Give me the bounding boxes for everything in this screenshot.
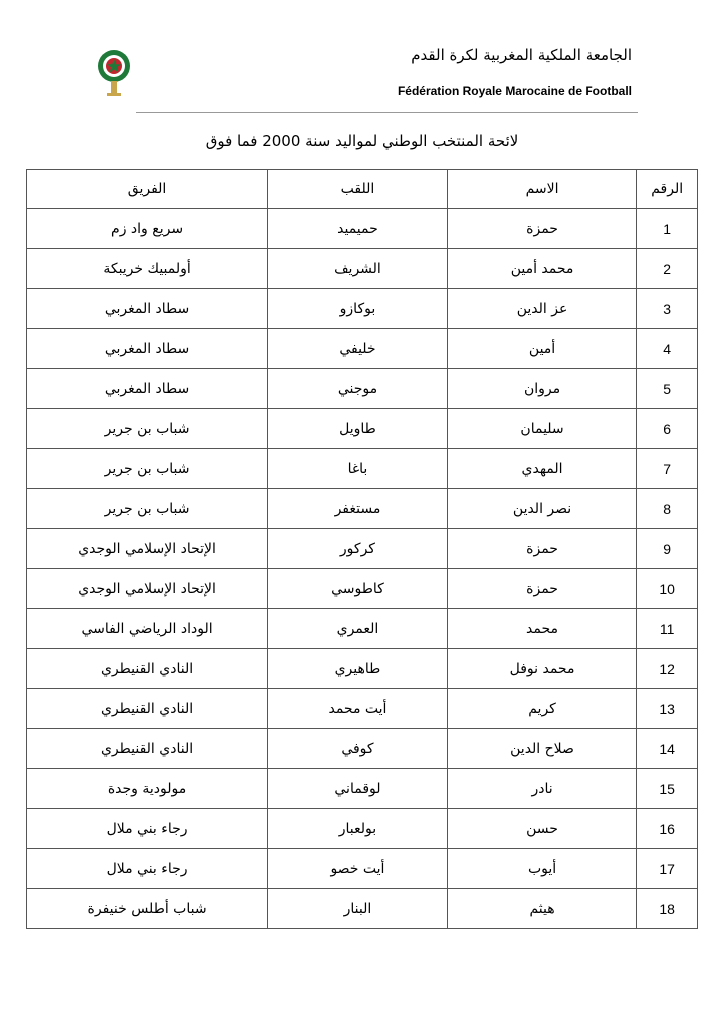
table-row: [27, 489, 698, 529]
player-team-cell: الإتحاد الإسلامي الوجدي: [27, 529, 268, 569]
player-name-cell: نادر: [447, 769, 637, 809]
player-team-cell: الإتحاد الإسلامي الوجدي: [27, 569, 268, 609]
federation-name-arabic: الجامعة الملكية المغربية لكرة القدم: [411, 46, 632, 64]
table-row: [27, 729, 698, 769]
roster-table-body: [27, 209, 698, 929]
player-name-cell: أيوب: [447, 849, 637, 889]
player-name-cell: هيثم: [447, 889, 637, 929]
crest-trophy-stem: [111, 81, 117, 95]
player-number-cell: 10: [637, 569, 698, 609]
player-surname-cell: باغا: [268, 449, 448, 489]
player-team-cell: النادي القنيطري: [27, 689, 268, 729]
table-row: [27, 289, 698, 329]
table-row: [27, 209, 698, 249]
player-name-cell: أمين: [447, 329, 637, 369]
table-row: [27, 809, 698, 849]
table-header-row: [27, 170, 698, 209]
table-row: [27, 649, 698, 689]
player-team-cell: النادي القنيطري: [27, 649, 268, 689]
player-number-cell: 17: [637, 849, 698, 889]
player-surname-cell: بوكازو: [268, 289, 448, 329]
player-team-cell: سطاد المغربي: [27, 329, 268, 369]
player-surname-cell: طاويل: [268, 409, 448, 449]
player-surname-cell: العمري: [268, 609, 448, 649]
column-header-name: الاسم: [447, 170, 637, 209]
player-team-cell: رجاء بني ملال: [27, 849, 268, 889]
table-row: [27, 529, 698, 569]
player-surname-cell: أيت خصو: [268, 849, 448, 889]
player-surname-cell: موجني: [268, 369, 448, 409]
player-team-cell: شباب أطلس خنيفرة: [27, 889, 268, 929]
player-team-cell: شباب بن جرير: [27, 489, 268, 529]
table-row: [27, 689, 698, 729]
player-team-cell: رجاء بني ملال: [27, 809, 268, 849]
header-divider: [136, 112, 638, 113]
player-number-cell: 15: [637, 769, 698, 809]
roster-table: [26, 169, 698, 929]
player-number-cell: 11: [637, 609, 698, 649]
table-row: [27, 889, 698, 929]
player-name-cell: سليمان: [447, 409, 637, 449]
player-team-cell: سطاد المغربي: [27, 289, 268, 329]
player-team-cell: سطاد المغربي: [27, 369, 268, 409]
player-name-cell: عز الدين: [447, 289, 637, 329]
column-header-number: الرقم: [637, 170, 698, 209]
table-row: [27, 849, 698, 889]
player-number-cell: 5: [637, 369, 698, 409]
player-number-cell: 4: [637, 329, 698, 369]
player-name-cell: محمد: [447, 609, 637, 649]
player-team-cell: شباب بن جرير: [27, 449, 268, 489]
player-team-cell: النادي القنيطري: [27, 729, 268, 769]
document-title: لائحة المنتخب الوطني لمواليد سنة 2000 فما فوق: [205, 132, 519, 150]
player-name-cell: حمزة: [447, 569, 637, 609]
player-surname-cell: كوفي: [268, 729, 448, 769]
player-surname-cell: الشريف: [268, 249, 448, 289]
player-surname-cell: كركور: [268, 529, 448, 569]
player-name-cell: حمزة: [447, 209, 637, 249]
player-name-cell: المهدي: [447, 449, 637, 489]
player-number-cell: 9: [637, 529, 698, 569]
player-surname-cell: حميميد: [268, 209, 448, 249]
player-number-cell: 14: [637, 729, 698, 769]
player-number-cell: 7: [637, 449, 698, 489]
column-header-surname: اللقب: [268, 170, 448, 209]
column-header-team: الفريق: [27, 170, 268, 209]
table-row: [27, 449, 698, 489]
player-surname-cell: طاهيري: [268, 649, 448, 689]
player-surname-cell: أيت محمد: [268, 689, 448, 729]
player-surname-cell: لوقماني: [268, 769, 448, 809]
player-name-cell: محمد نوفل: [447, 649, 637, 689]
player-name-cell: محمد أمين: [447, 249, 637, 289]
table-row: [27, 769, 698, 809]
table-row: [27, 409, 698, 449]
table-row: [27, 569, 698, 609]
player-name-cell: كريم: [447, 689, 637, 729]
federation-name-french: Fédération Royale Marocaine de Football: [397, 84, 632, 98]
player-number-cell: 1: [637, 209, 698, 249]
player-name-cell: نصر الدين: [447, 489, 637, 529]
player-team-cell: أولمبيك خريبكة: [27, 249, 268, 289]
player-surname-cell: بولعبار: [268, 809, 448, 849]
player-team-cell: مولودية وجدة: [27, 769, 268, 809]
table-row: [27, 609, 698, 649]
table-row: [27, 329, 698, 369]
player-number-cell: 2: [637, 249, 698, 289]
player-surname-cell: البنار: [268, 889, 448, 929]
crest-trophy-base: [107, 93, 121, 96]
player-number-cell: 16: [637, 809, 698, 849]
player-surname-cell: خليفي: [268, 329, 448, 369]
player-number-cell: 8: [637, 489, 698, 529]
player-team-cell: سريع واد زم: [27, 209, 268, 249]
frmf-crest-icon: [94, 46, 134, 98]
player-team-cell: شباب بن جرير: [27, 409, 268, 449]
player-name-cell: حمزة: [447, 529, 637, 569]
player-surname-cell: مستغفر: [268, 489, 448, 529]
player-team-cell: الوداد الرياضي الفاسي: [27, 609, 268, 649]
frmf-crest-icon-svg: [94, 46, 134, 98]
player-name-cell: حسن: [447, 809, 637, 849]
player-number-cell: 18: [637, 889, 698, 929]
player-number-cell: 3: [637, 289, 698, 329]
player-name-cell: صلاح الدين: [447, 729, 637, 769]
player-name-cell: مروان: [447, 369, 637, 409]
table-row: [27, 369, 698, 409]
player-number-cell: 6: [637, 409, 698, 449]
player-surname-cell: كاطوسي: [268, 569, 448, 609]
table-row: [27, 249, 698, 289]
player-number-cell: 12: [637, 649, 698, 689]
player-number-cell: 13: [637, 689, 698, 729]
